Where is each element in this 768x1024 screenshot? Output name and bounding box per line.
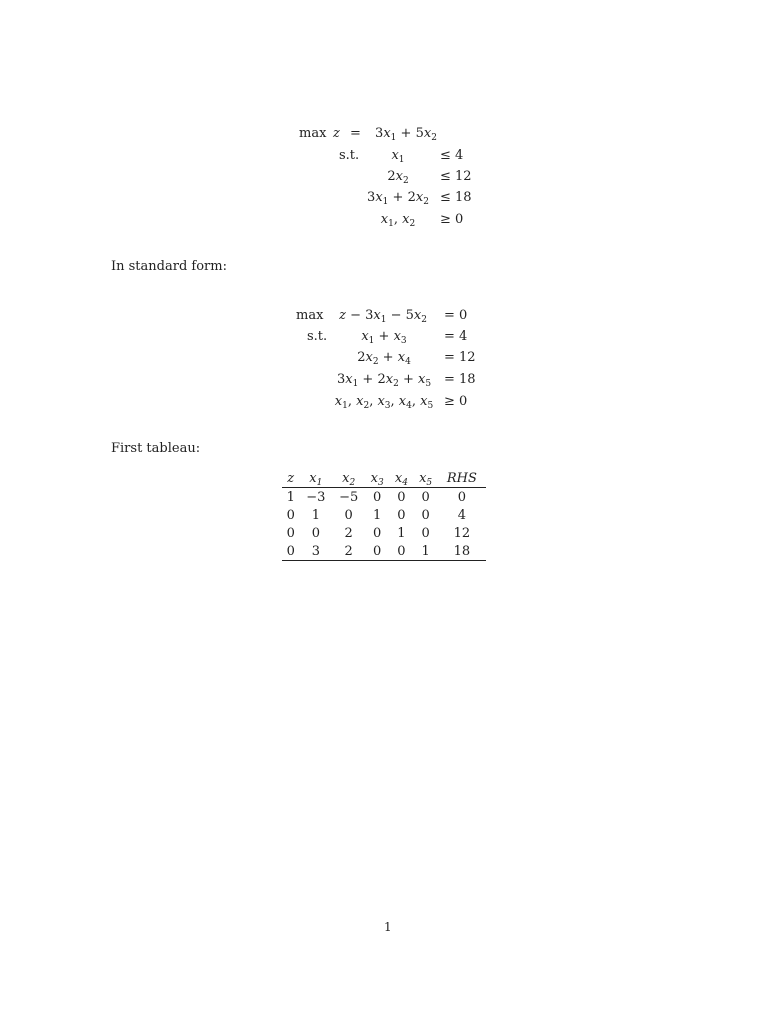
table-cell: 18 [438, 542, 486, 561]
header-x5: $x_5$ [414, 470, 438, 488]
table-cell: 0 [286, 525, 295, 541]
lp-nonneg-rhs: ≥ 0 [440, 212, 464, 227]
sf-max-label: max [296, 308, 324, 323]
sf-constraint-1-lhs: $x_1 + x_3$ [361, 329, 407, 346]
lp-constraint-3-rhs: ≤ 18 [440, 190, 472, 205]
sf-constraint-3-rhs: = 18 [444, 372, 476, 387]
table-row [282, 488, 486, 507]
table-cell: 4 [457, 507, 466, 523]
sf-constraint-3-lhs: $3x_1 + 2x_2 + x_5$ [336, 372, 432, 389]
table-row [282, 524, 486, 542]
table-cell: 0 [457, 489, 466, 505]
table-cell: 0 [397, 489, 406, 505]
page-number: 1 [384, 920, 392, 934]
table-cell: 1 [414, 542, 438, 561]
header-x4: $x_4$ [389, 470, 413, 488]
first-tableau-heading: First tableau: [111, 441, 201, 456]
table-cell: 2 [344, 525, 353, 541]
lp-max-label: max [299, 126, 327, 141]
table-cell: 0 [421, 489, 430, 505]
lp-nonneg-lhs: $x_1$, $x_2$ [380, 212, 416, 229]
lp-constraint-1-rhs: ≤ 4 [440, 148, 464, 163]
lp-st-label: s.t. [339, 148, 360, 163]
table-cell: 1 [373, 507, 382, 523]
sf-st-label: s.t. [307, 329, 328, 344]
sf-objective-lhs: $z - 3x_1 - 5x_2$ [339, 308, 427, 325]
table-cell: 0 [373, 489, 382, 505]
lp-constraint-2-rhs: ≤ 12 [440, 169, 472, 184]
table-cell: 0 [373, 525, 382, 541]
table-cell: 1 [311, 507, 320, 523]
lp-constraint-1-lhs: $x_1$ [391, 148, 405, 165]
simplex-tableau [282, 470, 486, 561]
table-cell: 0 [344, 507, 353, 523]
sf-constraint-2-rhs: = 12 [444, 350, 476, 365]
table-cell: 12 [453, 525, 471, 541]
table-cell: 0 [286, 507, 295, 523]
table-cell: 0 [282, 542, 299, 561]
header-x2: $x_2$ [332, 470, 365, 488]
table-cell: 1 [397, 525, 406, 541]
sf-objective-rhs: = 0 [444, 308, 468, 323]
table-cell: 0 [421, 507, 430, 523]
header-rhs: RHS [438, 470, 486, 488]
table-cell: 0 [365, 542, 389, 561]
table-cell: 1 [286, 489, 295, 505]
header-z: z [282, 470, 299, 488]
table-cell: 0 [311, 525, 320, 541]
header-x1: $x_1$ [299, 470, 332, 488]
lp-objective: $z = 3x_1 + 5x_2$ [333, 126, 437, 143]
standard-form-heading: In standard form: [111, 259, 227, 274]
table-cell: 0 [421, 525, 430, 541]
sf-constraint-2-lhs: $2x_2 + x_4$ [357, 350, 411, 367]
table-cell: 0 [389, 542, 413, 561]
table-cell: −5 [339, 489, 359, 505]
sf-constraint-1-rhs: = 4 [444, 329, 468, 344]
table-cell: 0 [397, 507, 406, 523]
table-row [282, 506, 486, 524]
table-cell: 2 [332, 542, 365, 561]
tableau-header-row [282, 470, 486, 488]
lp-constraint-3-lhs: $3x_1 + 2x_2$ [367, 190, 429, 207]
header-x3: $x_3$ [365, 470, 389, 488]
sf-nonneg-lhs: $x_1$, $x_2$, $x_3$, $x_4$, $x_5$ [334, 394, 434, 411]
table-cell: −3 [306, 489, 326, 505]
sf-nonneg-rhs: ≥ 0 [444, 394, 468, 409]
lp-constraint-2-lhs: $2x_2$ [387, 169, 409, 186]
table-cell: 3 [299, 542, 332, 561]
table-row [282, 542, 486, 561]
